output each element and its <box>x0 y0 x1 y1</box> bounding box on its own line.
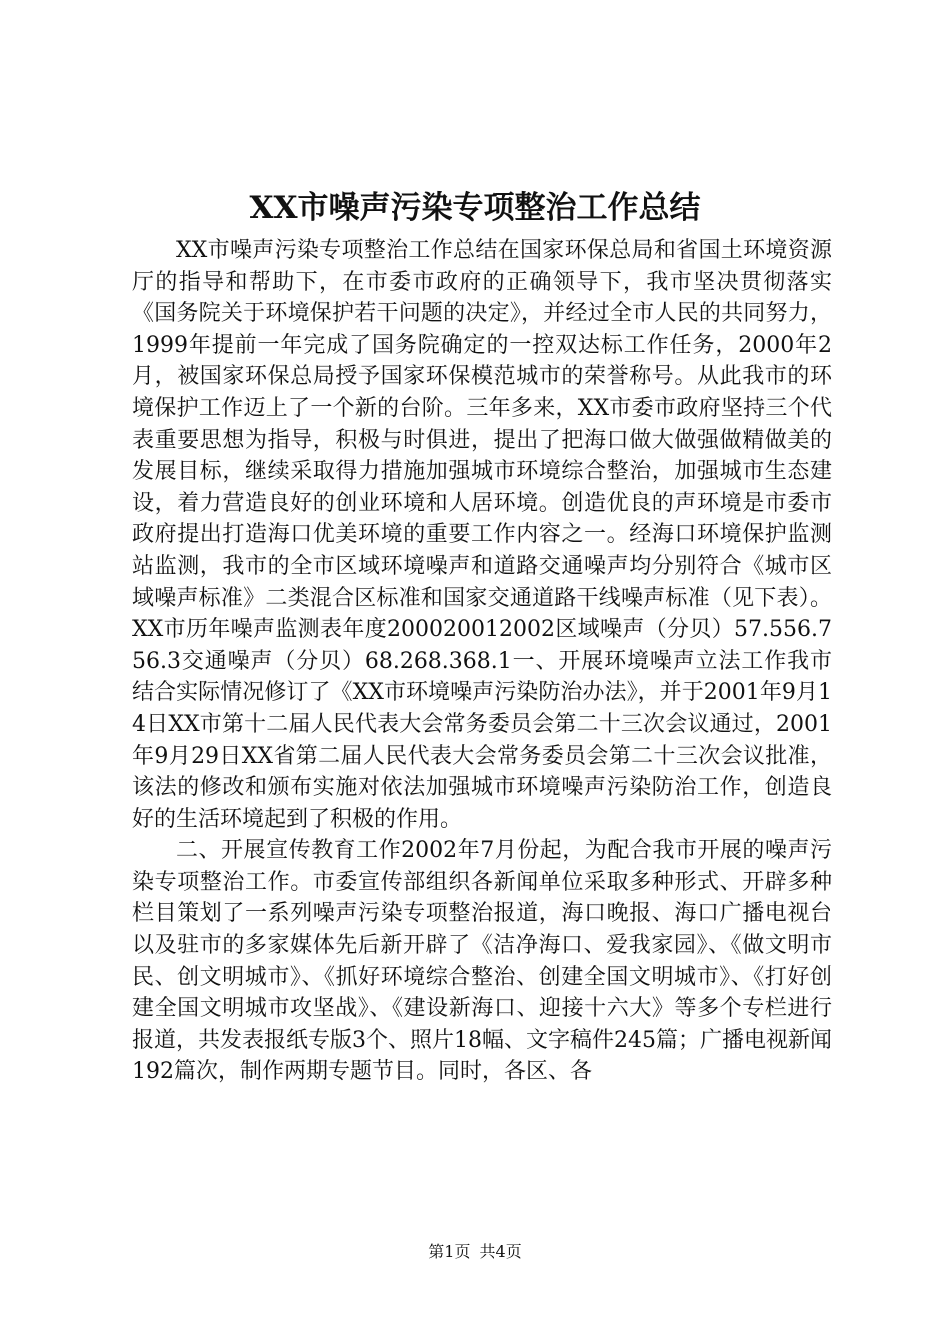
page-number-current: 第1页 <box>428 1242 471 1261</box>
page-number-total: 共4页 <box>479 1242 522 1261</box>
page-footer <box>0 1242 950 1262</box>
paragraph-2: 二、开展宣传教育工作2002年7月份起，为配合我市开展的噪声污染专项整治工作。市委宣传部组织各新闻单位采取多种形式、开辟多种栏目策划了一系列噪声污染专项整治报道，海口晚报、海口广播电视台以及驻市的多家媒体先后新开辟了《洁净海口、爱我家园》、《做文明市民、创文明城市》、《抓好环境综合整治、创建全国文明城市》、《打好创建全国文明城市攻坚战》、《建设新海口、迎接十六大》等多个专栏进行报道，共发表报纸专版3个、照片18幅、文字稿件245篇；广播电视新闻192篇次，制作两期专题节目。同时，各区、各 <box>132 838 832 1085</box>
document-title: XX市噪声污染专项整治工作总结 <box>249 190 701 226</box>
paragraph-1: XX市噪声污染专项整治工作总结在国家环保总局和省国土环境资源厅的指导和帮助下，在市委市政府的正确领导下，我市坚决贯彻落实《国务院关于环境保护若干问题的决定》，并经过全市人民的共同努力，1999年提前一年完成了国务院确定的一控双达标工作任务，2000年2月，被国家环保总局授予国家环保模范城市的荣誉称号。从此我市的环境保护工作迈上了一个新的台阶。三年多来，XX市委市政府坚持三个代表重要思想为指导，积极与时俱进，提出了把海口做大做强做精做美的发展目标，继续采取得力措施加强城市环境综合整治，加强城市生态建设，着力营造良好的创业环境和人居环境。创造优良的声环境是市委市政府提出打造海口优美环境的重要工作内容之一。经海口环境保护监测站监测，我市的全市区域环境噪声和道路交通噪声均分别符合《城市区域噪声标准》二类混合区标准和国家交通道路干线噪声标准（见下表）。XX市历年噪声监测表年度200020012002区域噪声（分贝）57.556.756.3交通噪声（分贝）68.268.368.1一、开展环境噪声立法工作我市结合实际情况修订了《XX市环境噪声污染防治办法》，并于2001年9月14日XX市第十二届人民代表大会常务委员会第二十三次会议通过，2001年9月29日XX省第二届人民代表大会常务委员会第二十三次会议批准，该法的修改和颁布实施对依法加强城市环境噪声污染防治工作，创造良好的生活环境起到了积极的作用。 <box>132 238 832 832</box>
document-body <box>132 235 832 1088</box>
